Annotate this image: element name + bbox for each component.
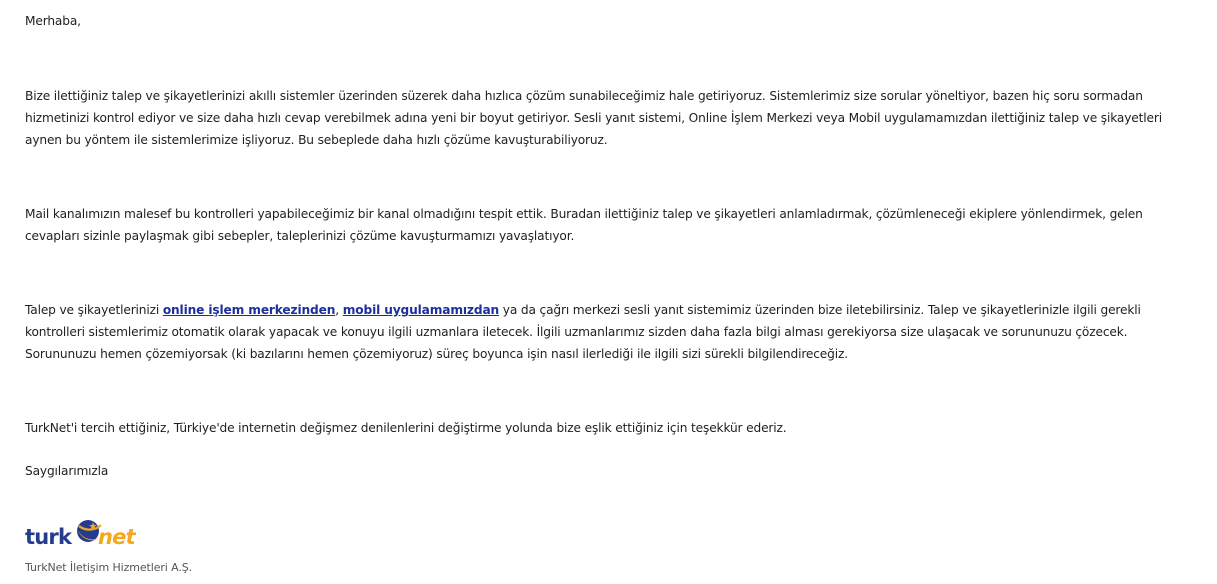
paragraph-contact-channels	[25, 299, 1195, 365]
paragraph-mail-channel: Mail kanalımızın malesef bu kontrolleri yapabileceğimiz bir kanal olmadığını tespit ettik. Buradan ilettiğiniz talep ve şikayetleri anlamladırmak, çözümleneceği ekiplere yönlendirmek, gelen cevapları sizinle paylaşmak gibi sebepler, taleplerinizi çözüme kavuşturmamızı yavaşlatıyor.	[25, 207, 1143, 243]
paragraph-smart-systems: Bize ilettiğiniz talep ve şikayetlerinizi akıllı sistemler üzerinden süzerek daha hızlıca çözüm sunabileceğimiz hale getiriyoruz. Sistemlerimiz size sorular yöneltiyor, bazen hiç soru sormadan hizmetinizi kontrol ediyor ve size daha hızlı cevap verebilmek adına yeni bir boyut getiriyor. Sesli yanıt sistemi, Online İşlem Merkezi veya Mobil uygulamamızdan ilettiğiniz talep ve şikayetleri aynen bu yöntem ile sistemlerimize işliyoruz. Bu sebeplede daha hızlı çözüme kavuşturabiliyoruz.	[25, 89, 1162, 147]
greeting: Merhaba,	[25, 14, 81, 28]
paragraph-text-before: Talep ve şikayetlerinizi	[25, 303, 163, 317]
thanks-paragraph: TurkNet'i tercih ettiğiniz, Türkiye'de internetin değişmez denilenlerini değiştirme yolunda bize eşlik ettiğiniz için teşekkür ederiz.	[25, 421, 787, 435]
turknet-logo	[25, 517, 137, 555]
company-name: TurkNet İletişim Hizmetleri A.Ş.	[25, 561, 193, 574]
mobil-uygulama-link[interactable]: mobil uygulamamızdan	[342, 303, 500, 317]
closing: Saygılarımızla	[25, 464, 109, 478]
paragraph-text-after: ya da çağrı merkezi sesli yanıt sistemimiz üzerinden bize iletebilirsiniz. Talep ve şikayetlerinizle ilgili gerekli kontrolleri sistemlerimiz otomatik olarak yapacak ve konuyu ilgili uzmanlara iletecek. İlgili uzmanlarımız sizden daha fazla bilgi alması gerekiyorsa size ulaşacak ve sorununuzu çözecek. Sorununuzu hemen çözemiyorsak (ki bazılarını hemen çözemiyoruz) süreç boyunca işin nasıl ilerlediği ile ilgili sizi sürekli bilgilendireceğiz.	[25, 303, 1141, 361]
link-separator: ,	[335, 303, 343, 317]
online-islem-merkezi-link[interactable]: online işlem merkezinden	[162, 303, 336, 317]
logo-turk-text: turk	[25, 525, 72, 549]
logo-net-text: net	[98, 525, 135, 549]
